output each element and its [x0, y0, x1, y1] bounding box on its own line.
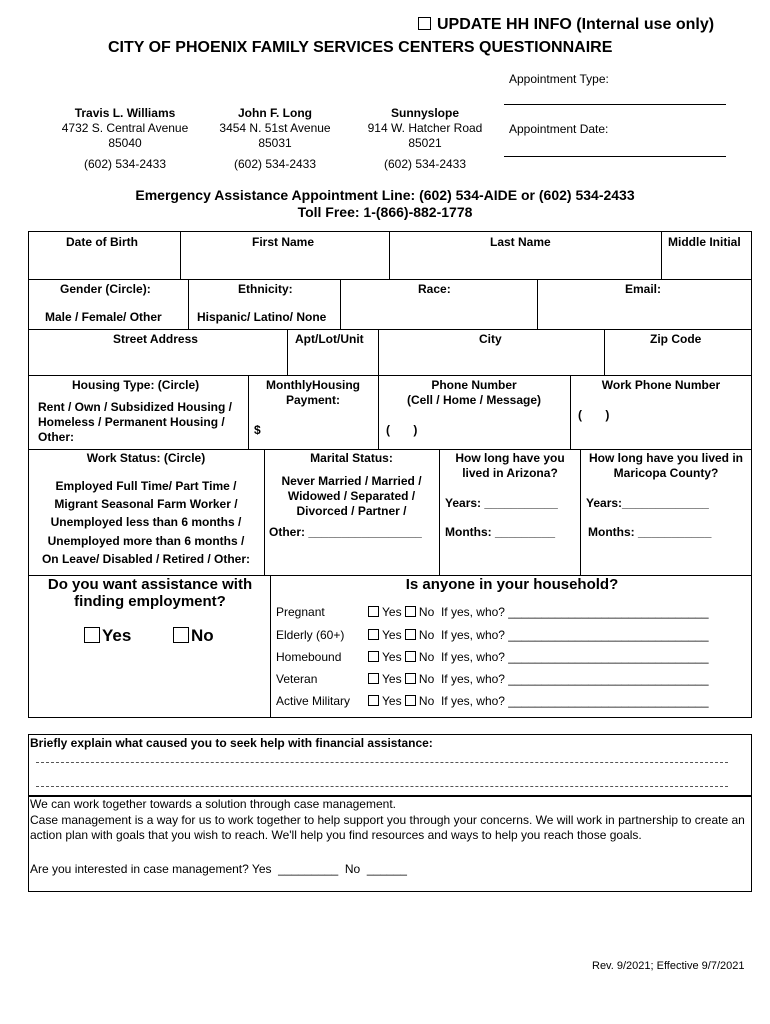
divider	[188, 279, 189, 329]
monthly-payment-dollar[interactable]: $	[254, 423, 261, 437]
phone-number-label: Phone Number	[431, 378, 517, 392]
yes-checkbox[interactable]	[368, 651, 379, 662]
who-field[interactable]: If yes, who? ______________________________	[440, 694, 709, 708]
no-label: No	[418, 605, 435, 619]
toll-free-line: Toll Free: 1-(866)-882-1778	[297, 204, 473, 220]
divider	[180, 231, 181, 279]
marital-status-label: Marital Status:	[310, 451, 393, 465]
gender-label: Gender (Circle):	[60, 282, 151, 296]
divider	[537, 279, 538, 329]
gender-options[interactable]: Male / Female/ Other	[45, 310, 162, 324]
divider	[248, 375, 249, 449]
center-street: 4732 S. Central Avenue	[61, 121, 189, 135]
yes-label: Yes	[382, 672, 402, 686]
marital-other-field[interactable]: Other: _________________	[269, 525, 422, 539]
employment-no-checkbox[interactable]	[173, 627, 189, 643]
case-management-body: Case management is a way for us to work together to help support you through your concerns. We will work in partnership to create an action plan with goals that you wish to reach. We'll help you find resources and ways to help you reach those goals.	[30, 812, 745, 842]
employment-yes-checkbox[interactable]	[84, 627, 100, 643]
appointment-type-label: Appointment Type:	[509, 72, 609, 86]
case-management-intro: We can work together towards a solution through case management.	[30, 797, 396, 811]
no-label: No	[418, 628, 435, 642]
zip-field[interactable]: Zip Code	[650, 332, 702, 346]
center-phone: (602) 534-2433	[83, 157, 167, 171]
no-checkbox[interactable]	[405, 629, 416, 640]
appointment-date-label: Appointment Date:	[509, 122, 609, 136]
household-row	[276, 672, 709, 686]
household-item: Homebound	[276, 650, 342, 664]
household-row	[276, 694, 709, 708]
case-management-text	[30, 797, 748, 844]
explain-label: Briefly explain what caused you to seek help with financial assistance:	[30, 736, 433, 750]
divider	[270, 575, 271, 718]
household-row	[276, 605, 709, 619]
center-phone: (602) 534-2433	[233, 157, 317, 171]
who-field[interactable]: If yes, who? ______________________________	[440, 672, 709, 686]
center-zip: 85031	[258, 136, 292, 150]
no-checkbox[interactable]	[405, 673, 416, 684]
revision-note: Rev. 9/2021; Effective 9/7/2021	[592, 960, 745, 972]
divider	[28, 279, 752, 280]
household-row	[276, 650, 709, 664]
yes-label: Yes	[382, 694, 402, 708]
race-field[interactable]: Race:	[418, 282, 451, 296]
yes-checkbox[interactable]	[368, 695, 379, 706]
divider	[580, 449, 581, 576]
center-sunnyslope	[350, 106, 500, 172]
center-travis	[50, 106, 200, 172]
household-item: Active Military	[276, 694, 351, 708]
employment-no-label: No	[191, 626, 214, 645]
explain-line-2[interactable]	[36, 786, 728, 787]
divider	[28, 329, 752, 330]
arizona-months-field[interactable]: Months: _________	[445, 525, 556, 539]
employment-no[interactable]	[173, 626, 214, 646]
work-status-line: Migrant Seasonal Farm Worker /	[54, 497, 238, 512]
yes-label: Yes	[382, 650, 402, 664]
divider	[604, 329, 605, 375]
update-hh-info[interactable]	[418, 16, 714, 34]
divider	[28, 375, 752, 376]
household-item: Elderly (60+)	[276, 628, 345, 642]
work-phone-area-code[interactable]: ( )	[578, 408, 610, 422]
apt-field[interactable]: Apt/Lot/Unit	[295, 332, 364, 346]
first-name-field[interactable]: First Name	[252, 235, 315, 249]
who-field[interactable]: If yes, who? ______________________________	[440, 628, 709, 642]
work-status-line: Unemployed less than 6 months /	[50, 515, 242, 530]
update-checkbox[interactable]	[418, 17, 431, 30]
middle-initial-field[interactable]: Middle Initial	[668, 235, 741, 249]
yes-checkbox[interactable]	[368, 673, 379, 684]
last-name-field[interactable]: Last Name	[490, 235, 551, 249]
email-field[interactable]: Email:	[625, 282, 662, 296]
dob-field[interactable]: Date of Birth	[66, 235, 138, 249]
center-john-long	[200, 106, 350, 172]
county-residence-label: How long have you lived in Maricopa County?	[588, 451, 744, 480]
phone-number-sub: (Cell / Home / Message)	[406, 393, 542, 407]
ethnicity-label: Ethnicity:	[238, 282, 293, 296]
ethnicity-options[interactable]: Hispanic/ Latino/ None	[197, 310, 327, 324]
marital-status-options[interactable]: Never Married / Married / Widowed / Separated / Divorced / Partner /	[281, 474, 422, 518]
yes-checkbox[interactable]	[368, 606, 379, 617]
divider	[287, 329, 288, 375]
work-status-line: On Leave/ Disabled / Retired / Other:	[41, 551, 251, 566]
housing-type-label: Housing Type: (Circle)	[72, 378, 200, 392]
county-years-field[interactable]: Years:_____________	[586, 496, 709, 510]
work-phone-label: Work Phone Number	[601, 378, 721, 392]
divider	[340, 279, 341, 329]
explain-line-1[interactable]	[36, 762, 728, 763]
divider	[378, 329, 379, 375]
divider	[661, 231, 662, 279]
no-checkbox[interactable]	[405, 695, 416, 706]
work-status-line: Unemployed more than 6 months /	[47, 533, 245, 548]
yes-label: Yes	[382, 628, 402, 642]
no-label: No	[418, 694, 435, 708]
employment-yes[interactable]	[84, 626, 131, 646]
work-status-line: Employed Full Time/ Part Time /	[55, 479, 237, 493]
phone-area-code[interactable]: ( )	[386, 423, 418, 437]
appointment-date-line[interactable]	[504, 156, 726, 157]
appointment-type-line[interactable]	[504, 104, 726, 105]
arizona-years-field[interactable]: Years: ___________	[445, 496, 558, 510]
no-label: No	[418, 672, 435, 686]
monthly-payment-label: MonthlyHousing Payment:	[266, 378, 360, 407]
center-name: John F. Long	[238, 106, 312, 120]
housing-type-options[interactable]: Rent / Own / Subsidized Housing / Homeless / Permanent Housing / Other:	[38, 400, 233, 444]
household-row	[276, 628, 709, 642]
center-name: Travis L. Williams	[74, 106, 176, 120]
household-item: Veteran	[276, 672, 318, 686]
work-status-label: Work Status: (Circle)	[86, 451, 206, 465]
emergency-line: Emergency Assistance Appointment Line: (602) 534-AIDE or (602) 534-2433	[135, 187, 635, 203]
employment-question: Do you want assistance with finding employment?	[47, 576, 253, 610]
arizona-residence-label: How long have you lived in Arizona?	[455, 451, 565, 480]
city-field[interactable]: City	[479, 332, 502, 346]
yes-label: Yes	[382, 605, 402, 619]
page-title: CITY OF PHOENIX FAMILY SERVICES CENTERS QUESTIONNAIRE	[108, 39, 613, 56]
center-street: 3454 N. 51st Avenue	[219, 121, 331, 135]
divider	[389, 231, 390, 279]
county-months-field[interactable]: Months: ___________	[588, 525, 712, 539]
no-label: No	[418, 650, 435, 664]
divider	[439, 449, 440, 576]
divider	[28, 449, 752, 450]
who-field[interactable]: If yes, who? ______________________________	[440, 650, 709, 664]
work-status-options[interactable]	[28, 477, 264, 568]
no-checkbox[interactable]	[405, 651, 416, 662]
yes-checkbox[interactable]	[368, 629, 379, 640]
household-question: Is anyone in your household?	[405, 576, 619, 593]
street-address-field[interactable]: Street Address	[113, 332, 198, 346]
divider	[264, 449, 265, 576]
case-management-question[interactable]: Are you interested in case management? Yes _________ No ______	[30, 862, 407, 876]
household-item: Pregnant	[276, 605, 325, 619]
center-street: 914 W. Hatcher Road	[367, 121, 483, 135]
update-label: UPDATE HH INFO (Internal use only)	[437, 16, 715, 33]
center-phone: (602) 534-2433	[383, 157, 467, 171]
employment-yes-label: Yes	[102, 626, 132, 645]
who-field[interactable]: If yes, who? ______________________________	[440, 605, 709, 619]
center-zip: 85021	[408, 136, 442, 150]
no-checkbox[interactable]	[405, 606, 416, 617]
center-name: Sunnyslope	[390, 106, 459, 120]
center-zip: 85040	[108, 136, 142, 150]
